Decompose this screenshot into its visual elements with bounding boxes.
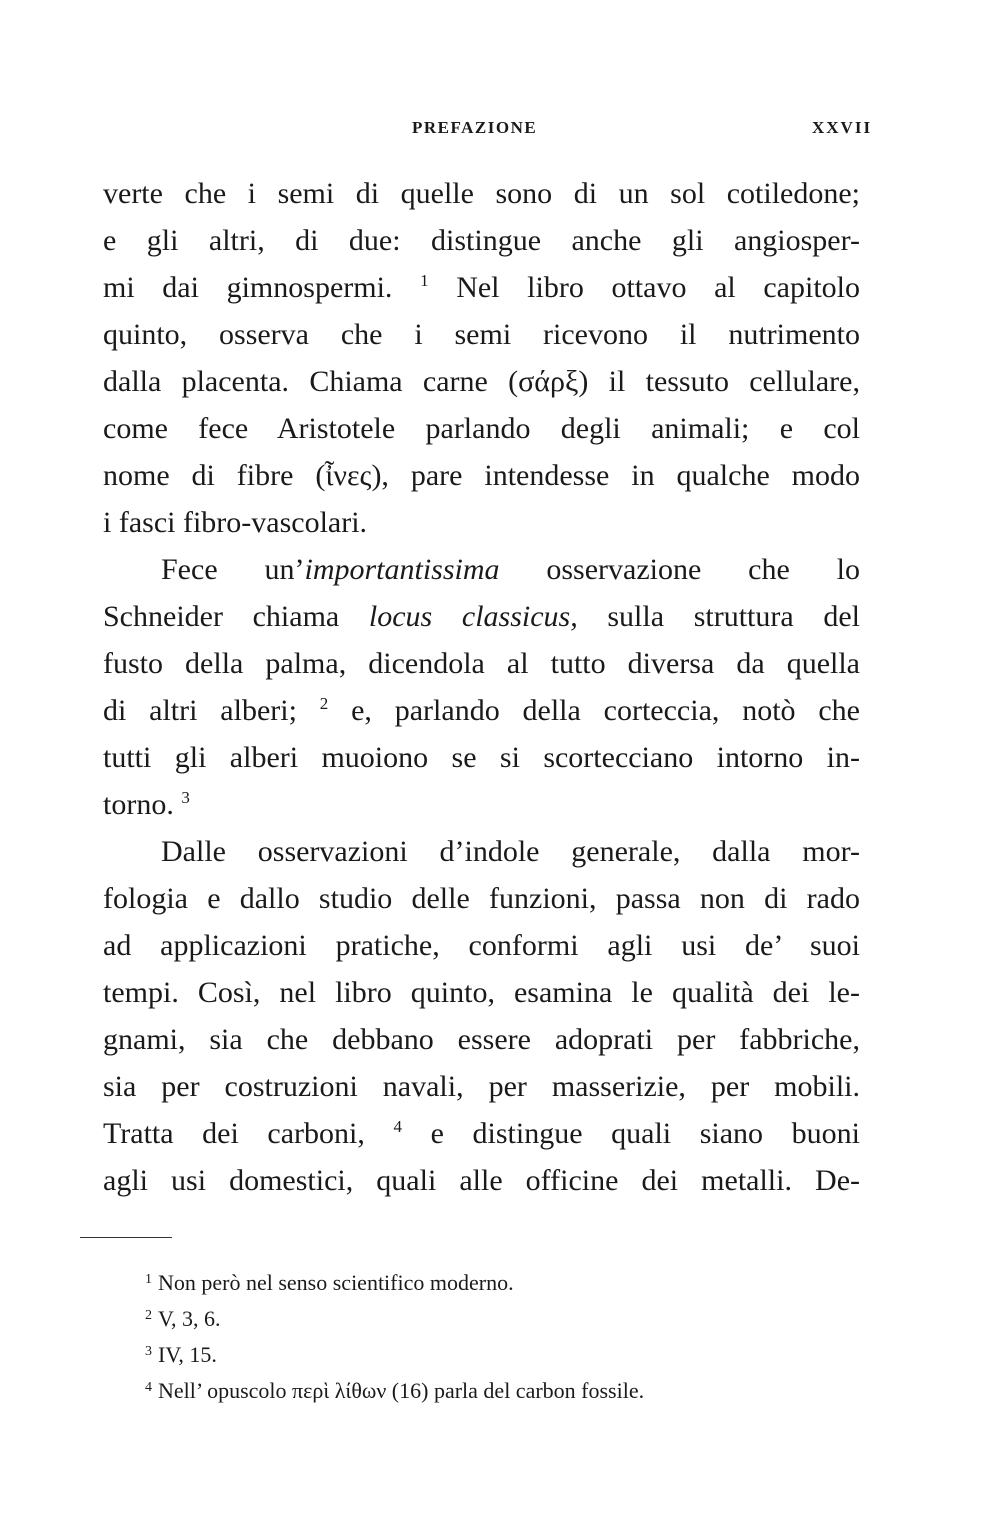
footnote-1 [145,1262,845,1298]
italic-text: importantissima [304,553,500,586]
text-line: fusto della palma, dicendola al tutto diversa da quella [103,647,860,680]
footnote-3 [145,1334,845,1370]
footnote-mark: 2 [145,1308,152,1323]
text-line [103,781,860,828]
footnote-ref-2[interactable]: 2 [319,694,329,713]
text-fragment: Tratta dei carboni, [103,1117,394,1150]
text-line: dalla placenta. Chiama carne (σάρξ) il tessuto cellulare, [103,365,860,398]
footnote-text: Nell’ opuscolo περὶ λίθων (16) parla del carbon fossile. [158,1378,645,1403]
text-line: gnami, sia che debbano essere adoprati per fabbriche, [103,1023,860,1056]
footnote-text: V, 3, 6. [158,1306,221,1331]
italic-text: locus classicus, [368,600,578,633]
text-line: quinto, osserva che i semi ricevono il nutrimento [103,318,860,351]
footnote-text: IV, 15. [158,1342,217,1367]
footnote-ref-1[interactable]: 1 [420,271,429,290]
text-fragment: Schneider chiama [103,600,369,633]
text-line: sia per costruzioni navali, per masserizie, per mobili. [103,1070,860,1103]
footnote-ref-4[interactable]: 4 [393,1117,402,1136]
text-line [103,593,860,640]
footnote-mark: 3 [145,1344,152,1359]
text-line [103,546,860,593]
text-line: Dalle osservazioni d’indole generale, dalla mor- [161,835,860,868]
text-line: e gli altri, di due: distingue anche gli angiosper- [103,224,860,257]
text-line: nome di fibre (ἶνες), pare intendesse in qualche modo [103,459,860,492]
footnote-rule [80,1237,172,1238]
text-fragment: torno. [103,788,182,821]
running-head [0,118,1000,142]
text-fragment: Nel libro ottavo al capitolo [428,271,861,304]
text-line: ad applicazioni pratiche, conformi agli usi de’ suoi [103,929,860,962]
footnote-2 [145,1298,845,1334]
text-line: verte che i semi di quelle sono di un sol cotiledone; [103,177,860,210]
text-fragment: di altri alberi; [103,694,320,727]
text-fragment: osservazione che lo [499,553,860,586]
footnote-ref-3[interactable]: 3 [181,788,190,807]
text-line: fologia e dallo studio delle funzioni, passa non di rado [103,882,860,915]
running-head-title: PREFAZIONE [412,118,538,137]
text-fragment: Fece un’ [161,553,305,586]
body-text [103,170,860,1204]
footnote-4 [145,1370,845,1406]
text-line: tempi. Così, nel libro quinto, esamina le qualità dei le- [103,976,860,1009]
text-line: i fasci fibro-vascolari. [103,506,368,539]
footnotes [145,1262,845,1406]
text-fragment: sulla struttura del [577,600,860,633]
text-fragment: mi dai gimnospermi. [103,271,393,304]
text-line: agli usi domestici, quali alle officine dei metalli. De- [103,1164,860,1197]
footnote-mark: 1 [145,1272,152,1287]
text-line [103,1110,860,1157]
text-fragment: e, parlando della corteccia, notò che [328,694,860,727]
text-fragment: e distingue quali siano buoni [402,1117,860,1150]
text-line: tutti gli alberi muoiono se si scortecciano intorno in- [103,741,860,774]
text-line [103,264,860,311]
footnote-text: Non però nel senso scientifico moderno. [158,1270,514,1295]
page-number: XXVII [812,118,873,137]
text-line [103,687,860,734]
text-line: come fece Aristotele parlando degli animali; e col [103,412,860,445]
footnote-mark: 4 [145,1380,152,1395]
